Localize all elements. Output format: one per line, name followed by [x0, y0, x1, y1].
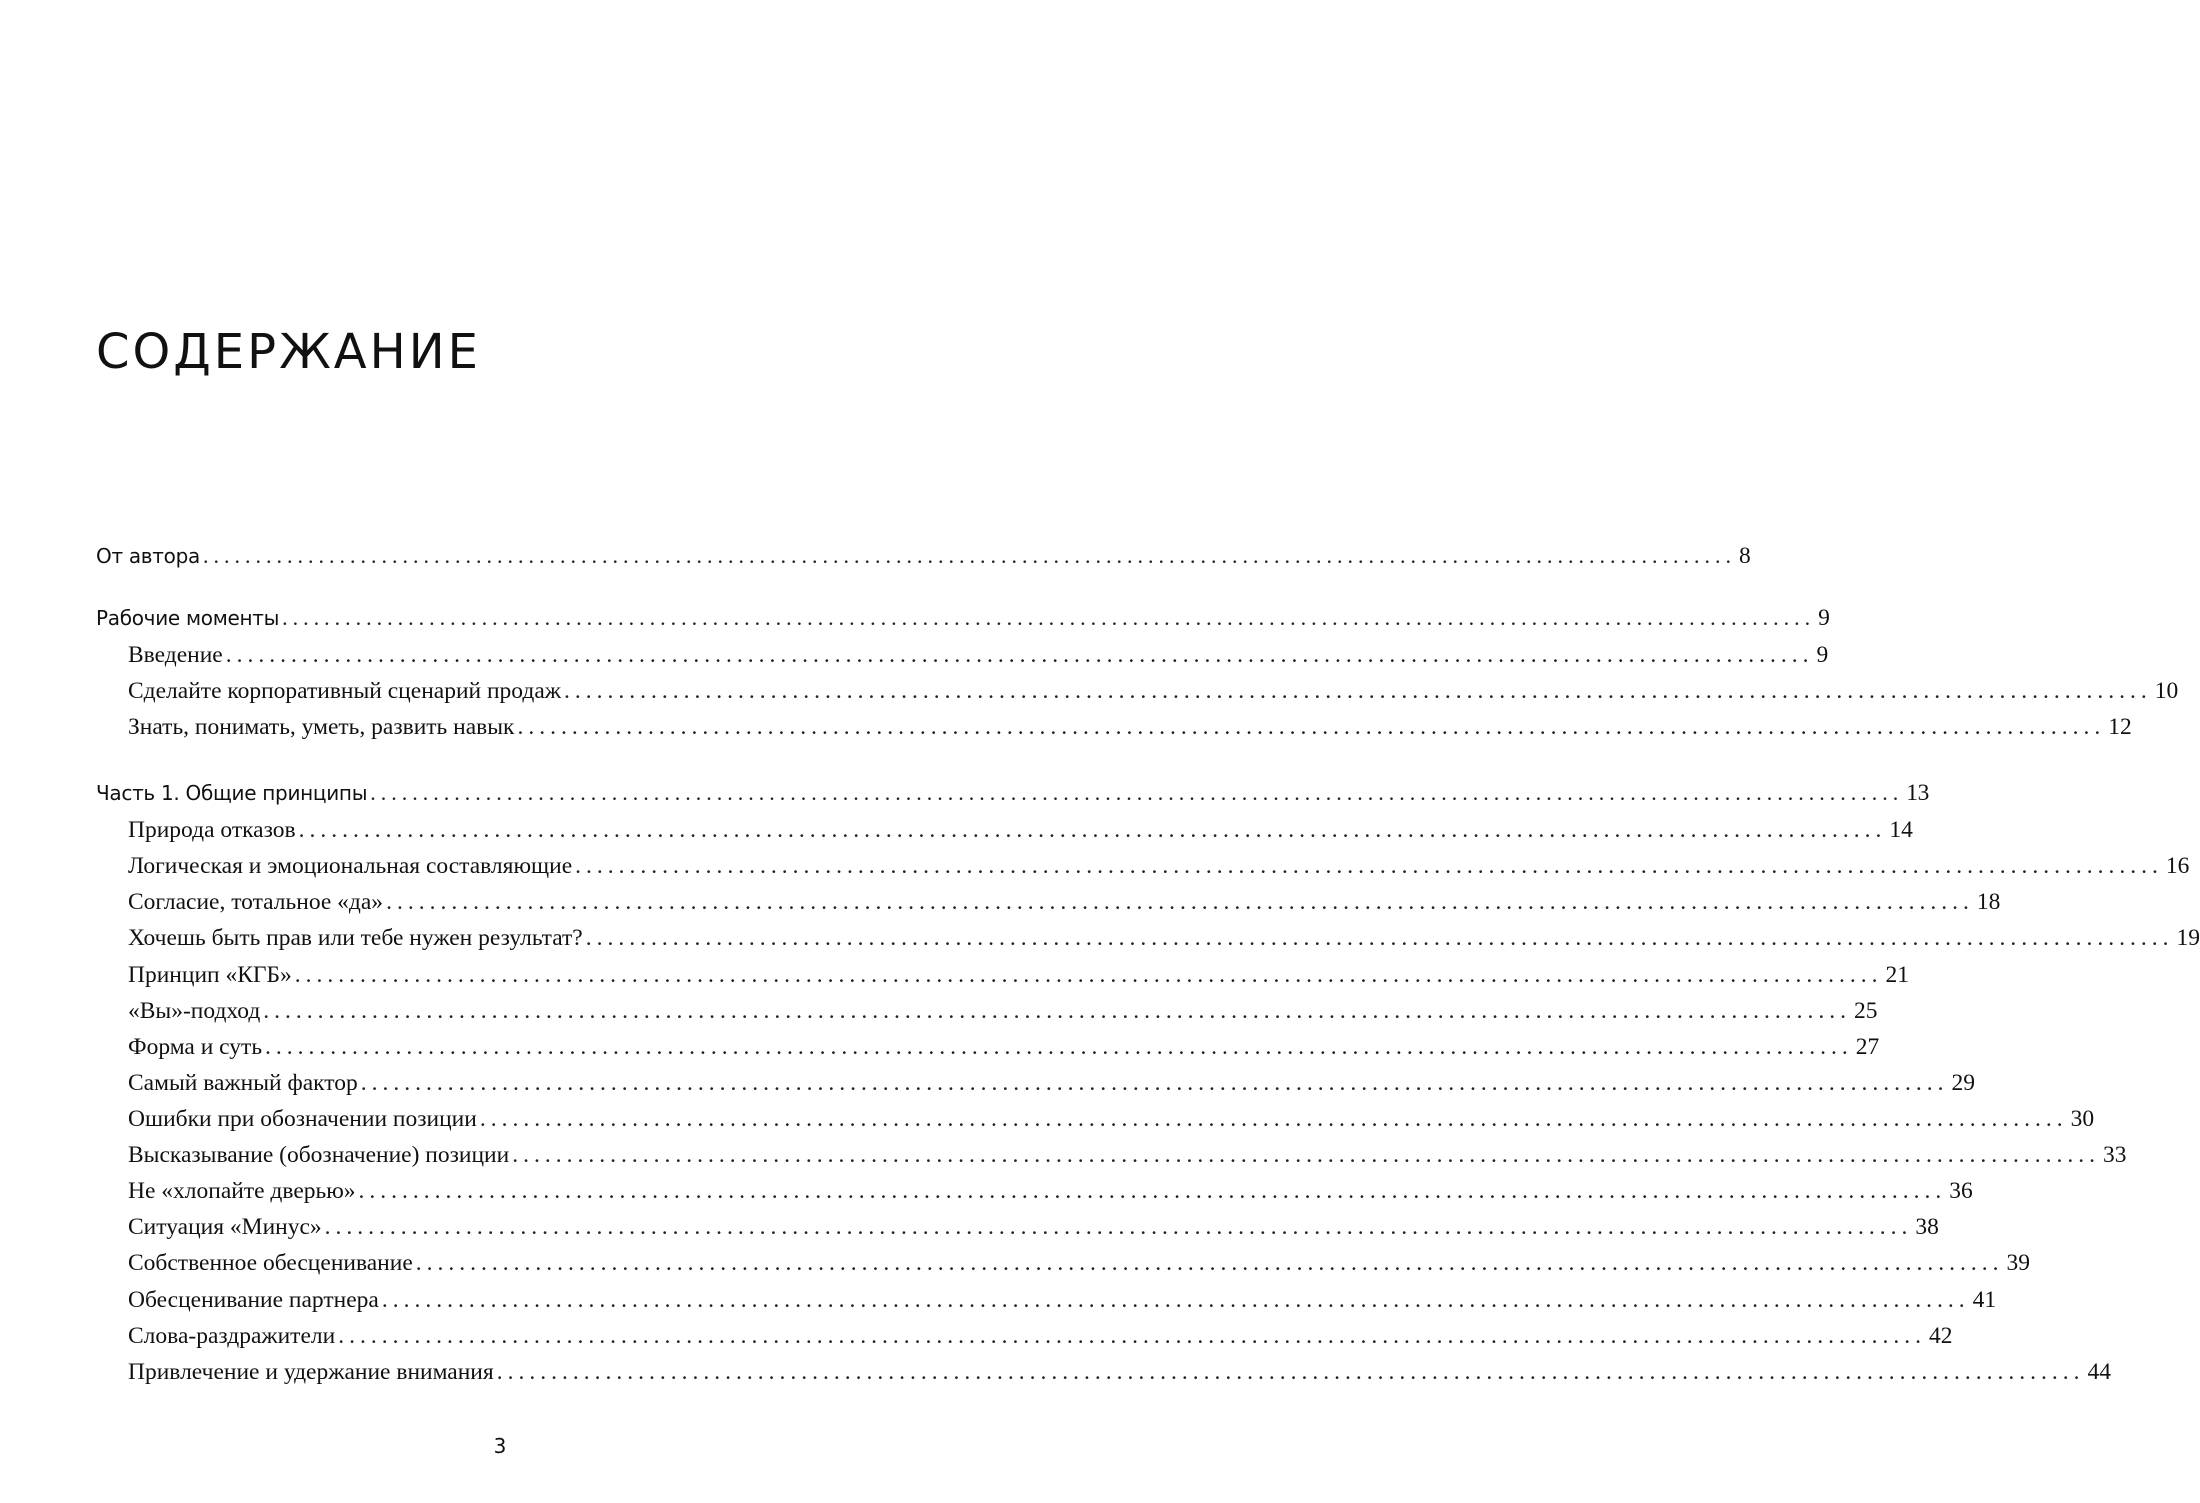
- dot-leader: ..................................................................................................................................................: [360, 1070, 1949, 1096]
- dot-leader: ..................................................................................................................................................: [294, 962, 1883, 988]
- toc-page-number: 41: [1972, 1287, 1997, 1313]
- toc-page-number: 29: [1951, 1070, 1975, 1096]
- toc-page-number: 14: [1889, 817, 1913, 843]
- dot-leader: ..................................................................................................................................................: [324, 1214, 1913, 1240]
- toc-title: Сделайте корпоративный сценарий продаж: [128, 678, 561, 704]
- toc-entry[interactable]: [128, 1209, 1939, 1245]
- dot-leader: ..................................................................................................................................................: [298, 817, 1887, 843]
- dot-leader: ..................................................................................................................................................: [225, 642, 1814, 668]
- dot-leader: ..................................................................................................................................................: [381, 1287, 1970, 1313]
- toc-title: Высказывание (обозначение) позиции: [128, 1142, 510, 1168]
- toc-page-number: 10: [2154, 678, 2179, 704]
- toc-title: Рабочие моменты: [96, 606, 280, 630]
- toc-title: Не «хлопайте дверью»: [128, 1178, 356, 1204]
- toc-title: Принцип «КГБ»: [128, 962, 292, 988]
- toc-title: От автора: [96, 544, 200, 568]
- toc-title: Ситуация «Минус»: [128, 1214, 322, 1240]
- dot-leader: ..................................................................................................................................................: [263, 998, 1852, 1024]
- toc-entry[interactable]: [128, 1245, 2031, 1281]
- toc-entry[interactable]: [128, 920, 2200, 956]
- dot-leader: ..................................................................................................................................................: [575, 853, 2163, 879]
- toc-page-number: 38: [1915, 1214, 1939, 1240]
- toc-page-number: 21: [1885, 962, 1909, 988]
- toc-page-number: 27: [1855, 1034, 1880, 1060]
- toc-entry[interactable]: [128, 1354, 2111, 1390]
- toc-page-number: 8: [1738, 543, 1751, 569]
- toc-title: Самый важный фактор: [128, 1070, 358, 1096]
- toc-page-number: 42: [1928, 1323, 1953, 1349]
- toc-entry[interactable]: [128, 1282, 1997, 1318]
- toc-page-number: 25: [1854, 998, 1878, 1024]
- toc-title: Форма и суть: [128, 1034, 263, 1060]
- toc-entry[interactable]: [128, 1137, 2127, 1173]
- toc-title: Часть 1. Общие принципы: [96, 781, 368, 805]
- toc-entry[interactable]: [128, 1173, 1973, 1209]
- toc-entry[interactable]: [128, 1065, 1975, 1101]
- toc-title: «Вы»-подход: [128, 998, 261, 1024]
- dot-leader: ..................................................................................................................................................: [479, 1106, 2068, 1132]
- toc-entry[interactable]: [128, 957, 1909, 993]
- dot-leader: ..................................................................................................................................................: [338, 1323, 1926, 1349]
- toc-page-number: 39: [2006, 1250, 2031, 1276]
- page-number: 3: [493, 1434, 507, 1458]
- toc-page-number: 44: [2087, 1359, 2111, 1385]
- dot-leader: ..................................................................................................................................................: [282, 605, 1816, 630]
- dot-leader: ..................................................................................................................................................: [386, 889, 1974, 915]
- toc-entry[interactable]: [128, 673, 2179, 709]
- dot-leader: ..................................................................................................................................................: [496, 1359, 2085, 1385]
- toc-page-number: 9: [1816, 642, 1829, 668]
- toc-entry[interactable]: [128, 709, 2132, 745]
- toc-title: Знать, понимать, уметь, развить навык: [128, 714, 515, 740]
- toc-page-number: 9: [1818, 605, 1830, 631]
- toc-page-number: 13: [1906, 780, 1930, 806]
- dot-leader: ..................................................................................................................................................: [517, 714, 2106, 740]
- toc-page-number: 12: [2108, 714, 2132, 740]
- toc-section-working-moments[interactable]: [96, 600, 1830, 636]
- dot-leader: ..................................................................................................................................................: [512, 1142, 2100, 1168]
- toc-title: Слова-раздражители: [128, 1323, 336, 1349]
- toc-entry[interactable]: [128, 1101, 2095, 1137]
- toc-section-from-author[interactable]: [96, 538, 1751, 574]
- toc-title: Логическая и эмоциональная составляющие: [128, 853, 573, 879]
- toc-page-number: 33: [2102, 1142, 2127, 1168]
- toc-title: Привлечение и удержание внимания: [128, 1359, 494, 1385]
- dot-leader: ..................................................................................................................................................: [358, 1178, 1947, 1204]
- toc-title: Введение: [128, 642, 223, 668]
- toc-entry[interactable]: [128, 812, 1913, 848]
- page-title: СОДЕРЖАНИЕ: [96, 324, 481, 380]
- toc-section-part-1[interactable]: [96, 775, 1930, 811]
- toc-page-number: 30: [2070, 1106, 2095, 1132]
- toc-page-number: 18: [1976, 889, 2001, 915]
- toc-entry[interactable]: [128, 1029, 1880, 1065]
- toc-entry[interactable]: [128, 884, 2001, 920]
- toc-title: Обесценивание партнера: [128, 1287, 379, 1313]
- dot-leader: ..................................................................................................................................................: [265, 1034, 1853, 1060]
- dot-leader: ..................................................................................................................................................: [370, 780, 1904, 805]
- dot-leader: ..................................................................................................................................................: [585, 925, 2174, 951]
- toc-title: Природа отказов: [128, 817, 296, 843]
- dot-leader: ..................................................................................................................................................: [415, 1250, 2004, 1276]
- toc-title: Собственное обесценивание: [128, 1250, 413, 1276]
- toc-page-number: 36: [1949, 1178, 1973, 1204]
- toc-page-number: 16: [2165, 853, 2190, 879]
- toc-entry[interactable]: [128, 993, 1878, 1029]
- toc-title: Хочешь быть прав или тебе нужен результат?: [128, 925, 583, 951]
- toc-entry[interactable]: [128, 1318, 1953, 1354]
- dot-leader: ..................................................................................................................................................: [564, 678, 2152, 704]
- toc-title: Согласие, тотальное «да»: [128, 889, 384, 915]
- toc-entry[interactable]: [128, 637, 1829, 673]
- dot-leader: ..................................................................................................................................................: [202, 543, 1736, 568]
- toc-page-number: 19: [2176, 925, 2200, 951]
- toc-title: Ошибки при обозначении позиции: [128, 1106, 477, 1132]
- toc-entry[interactable]: [128, 848, 2190, 884]
